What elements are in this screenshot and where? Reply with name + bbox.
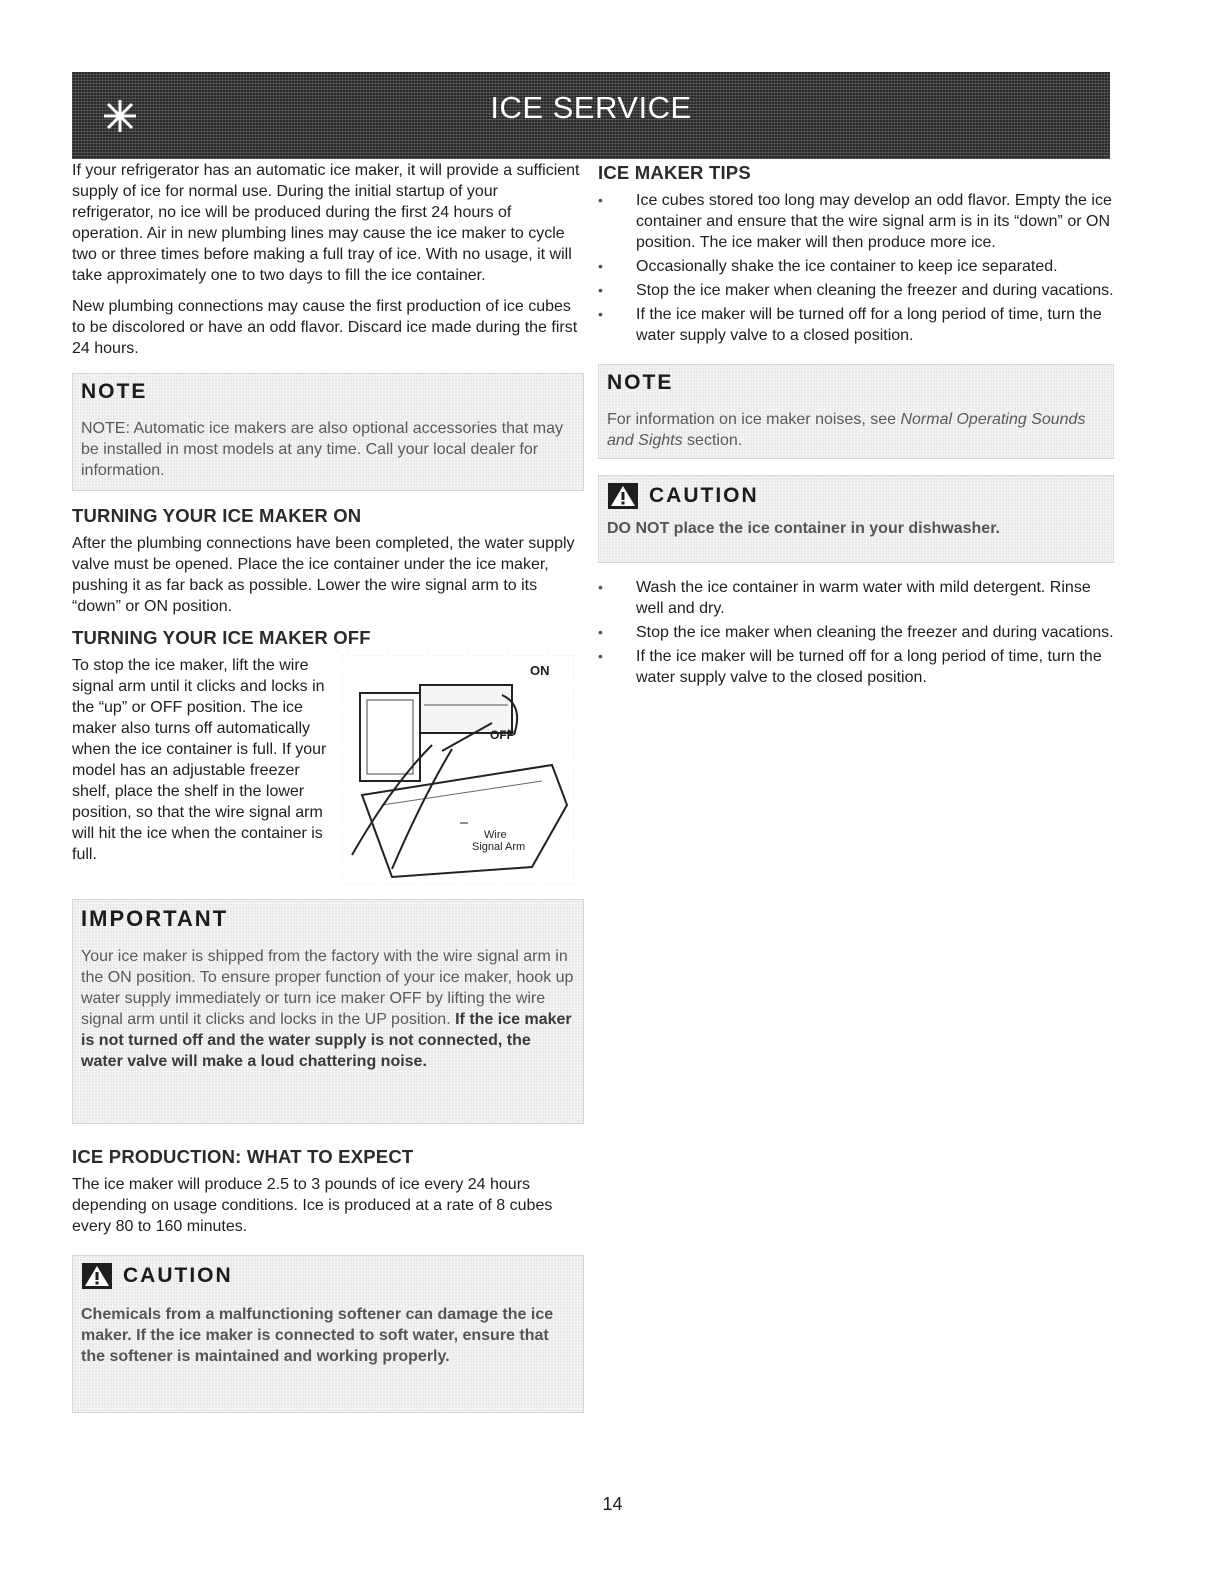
care-list xyxy=(598,577,1114,688)
right-column xyxy=(598,160,1114,691)
caution-heading xyxy=(81,1262,575,1290)
note-noises-text xyxy=(607,409,1105,451)
note-heading: NOTE xyxy=(607,371,674,394)
caution-box-softener xyxy=(72,1255,584,1413)
list-item: • If the ice maker will be turned off for a long period of time, turn the water supply valve to a closed position. xyxy=(598,304,1114,346)
note-noises-prefix: For information on ice maker noises, see xyxy=(607,411,901,428)
production-text: The ice maker will produce 2.5 to 3 pounds of ice every 24 hours depending on usage conditions. Ice is produced at a rate of 8 cubes every 80 to 160 minutes. xyxy=(72,1176,553,1235)
note-box xyxy=(72,373,584,491)
figure-label-signal-arm: Signal Arm xyxy=(472,841,526,853)
list-item: • Occasionally shake the ice container to keep ice separated. xyxy=(598,256,1114,277)
caution-heading-text: CAUTION xyxy=(649,484,759,507)
ice-maker-illustration xyxy=(342,655,574,885)
caution-dishwasher-text: DO NOT place the ice container in your dishwasher. xyxy=(607,520,1000,537)
turning-on-heading: TURNING YOUR ICE MAKER ON xyxy=(72,505,362,526)
note-heading: NOTE xyxy=(81,380,148,403)
important-box xyxy=(72,899,584,1124)
tips-list xyxy=(598,190,1114,346)
list-item: • Wash the ice container in warm water with mild detergent. Rinse well and dry. xyxy=(598,577,1114,619)
caution-heading xyxy=(607,482,1105,510)
figure-label-off: OFF xyxy=(490,728,514,742)
note-text: NOTE: Automatic ice makers are also optional accessories that may be installed in most models at any time. Call your local dealer for information. xyxy=(81,420,563,479)
important-heading: IMPORTANT xyxy=(81,906,229,931)
warning-icon xyxy=(81,1262,113,1290)
list-item: • If the ice maker will be turned off for a long period of time, turn the water supply valve to the closed position. xyxy=(598,646,1114,688)
important-text xyxy=(81,946,575,1072)
list-item: • Stop the ice maker when cleaning the freezer and during vacations. xyxy=(598,622,1114,643)
list-item: • Ice cubes stored too long may develop an odd flavor. Empty the ice container and ensure that the wire signal arm is in its “down” or ON position. The ice maker will then produce more ice. xyxy=(598,190,1114,253)
turning-off-text: To stop the ice maker, lift the wire signal arm until it clicks and locks in the “up” or OFF position. The ice maker also turns off automatically when the ice container is full. If your model has an adjustable freezer shelf, place the shelf in the lower position, so that the wire signal arm will hit the ice when the container is full. xyxy=(72,657,327,863)
intro-paragraph-1: If your refrigerator has an automatic ice maker, it will provide a sufficient supply of ice for normal use. During the initial startup of your refrigerator, no ice will be produced during the first 24 hours of operation. Air in new plumbing lines may cause the ice maker to cycle two or three times before making a full tray of ice. With no usage, it will take approximately one to two days to fill the ice container. xyxy=(72,162,580,284)
page-number: 14 xyxy=(602,1494,623,1514)
caution-heading-text: CAUTION xyxy=(123,1264,233,1287)
note-noises-suffix: section. xyxy=(682,432,743,449)
turning-on-text: After the plumbing connections have been completed, the water supply valve must be opened. Place the ice container under the ice maker, pushing it as far back as possible. Lower the wire signal arm to its “down” or ON position. xyxy=(72,535,575,615)
left-column xyxy=(72,160,584,1413)
important-body: Your ice maker is shipped from the factory with the wire signal arm in the ON position. To ensure proper function of your ice maker, hook up water supply immediately or turn ice maker OFF by lifting the wire signal arm until it clicks and locks in the UP position. xyxy=(81,948,574,1028)
page-title: ICE SERVICE xyxy=(490,90,692,125)
important-bold-warning: If the ice maker is not turned off and the water supply is not connected, the water valve will make a loud chattering noise. xyxy=(81,1011,572,1070)
caution-box-dishwasher xyxy=(598,475,1114,563)
figure-label-on: ON xyxy=(530,663,550,678)
list-item: • Stop the ice maker when cleaning the freezer and during vacations. xyxy=(598,280,1114,301)
turning-off-heading: TURNING YOUR ICE MAKER OFF xyxy=(72,627,371,648)
warning-icon xyxy=(607,482,639,510)
production-heading: ICE PRODUCTION: WHAT TO EXPECT xyxy=(72,1146,414,1167)
note-box-noises xyxy=(598,364,1114,459)
figure-label-wire: Wire xyxy=(484,829,507,841)
turning-off-section xyxy=(72,655,584,895)
section-banner xyxy=(72,72,1110,159)
tips-heading: ICE MAKER TIPS xyxy=(598,162,751,183)
intro-paragraph-2: New plumbing connections may cause the first production of ice cubes to be discolored or have an odd flavor. Discard ice made during the first 24 hours. xyxy=(72,298,578,357)
caution-text: Chemicals from a malfunctioning softener can damage the ice maker. If the ice maker is connected to soft water, ensure that the softener is maintained and working properly. xyxy=(81,1306,554,1365)
normal-operating-sounds-reference: Normal Operating Sounds and Sights xyxy=(607,411,1086,449)
